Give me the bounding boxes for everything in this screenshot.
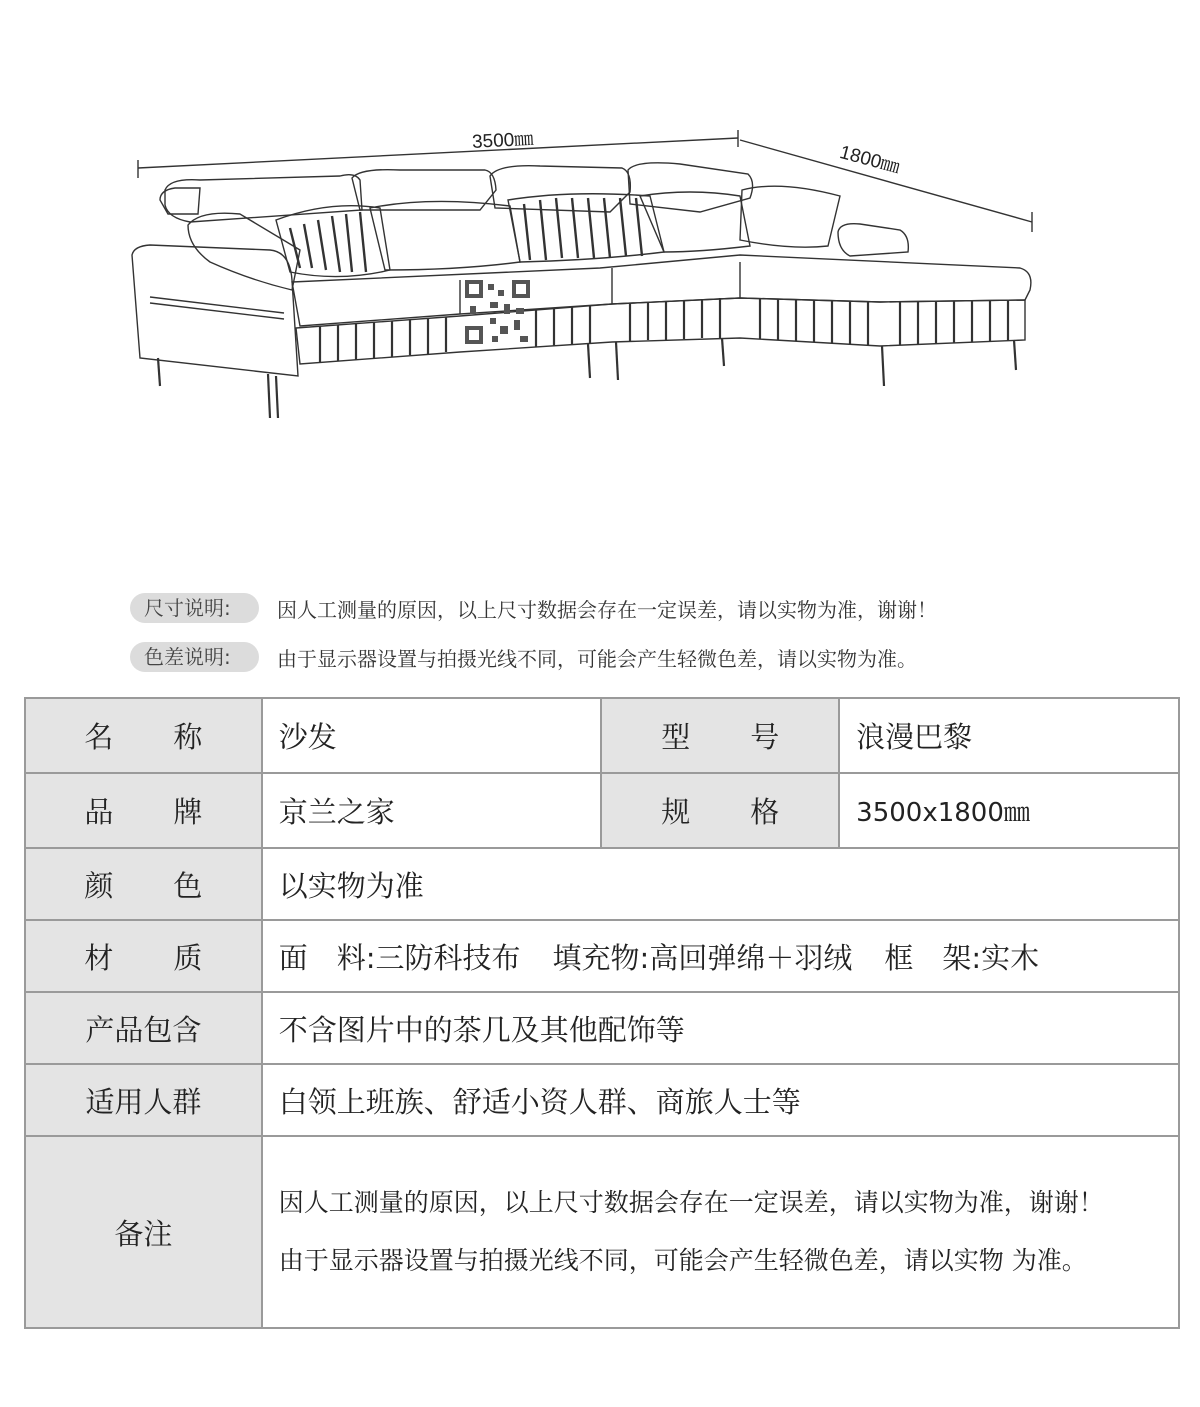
color-note	[130, 641, 1130, 673]
name-label: 名 称	[25, 698, 262, 773]
depth-label: 1800㎜	[837, 142, 902, 179]
color-label: 颜 色	[25, 848, 262, 920]
color-note-label: 色差说明:	[130, 642, 259, 672]
table-row	[25, 773, 1179, 848]
includes-label: 产品包含	[25, 992, 262, 1064]
remarks-value	[262, 1136, 1179, 1328]
color-value: 以实物为准	[262, 848, 1179, 920]
table-row	[25, 848, 1179, 920]
brand-value: 京兰之家	[262, 773, 602, 848]
brand-label: 品 牌	[25, 773, 262, 848]
size-note-label: 尺寸说明:	[130, 593, 259, 623]
depth-dimension-line	[740, 140, 1032, 222]
size-label: 规 格	[601, 773, 839, 848]
table-row	[25, 1136, 1179, 1328]
remarks-label: 备注	[25, 1136, 262, 1328]
audience-label: 适用人群	[25, 1064, 262, 1136]
table-row	[25, 698, 1179, 773]
material-fabric: 面 料: 三防科技布	[278, 940, 521, 975]
length-label: 3500㎜	[471, 128, 534, 153]
material-label: 材 质	[25, 920, 262, 992]
material-frame: 框 架: 实木	[884, 940, 1040, 975]
table-row	[25, 992, 1179, 1064]
material-value	[262, 920, 1179, 992]
size-note-text: 因人工测量的原因，以上尺寸数据会存在一定误差，请以实物为准，谢谢！	[277, 597, 937, 622]
table-row	[25, 920, 1179, 992]
remarks-line: 由于显示器设置与拍摄光线不同，可能会产生轻微色差，请以实物 为准。	[278, 1246, 1087, 1275]
color-note-text: 由于显示器设置与拍摄光线不同，可能会产生轻微色差，请以实物为准。	[277, 646, 917, 671]
remarks-line: 因人工测量的原因，以上尺寸数据会存在一定误差，请以实物为准，谢谢！	[278, 1188, 1104, 1217]
model-value: 浪漫巴黎	[839, 698, 1179, 773]
size-value: 3500x1800㎜	[839, 773, 1179, 848]
notes-section	[130, 592, 1130, 690]
material-filling: 填充物: 高回弹绵＋羽绒	[552, 940, 853, 975]
includes-value: 不含图片中的茶几及其他配饰等	[262, 992, 1179, 1064]
model-label: 型 号	[601, 698, 839, 773]
size-note	[130, 592, 1130, 624]
table-row	[25, 1064, 1179, 1136]
sofa-sketch	[0, 0, 1200, 560]
name-value: 沙发	[262, 698, 602, 773]
spec-table	[24, 697, 1180, 1329]
audience-value: 白领上班族、舒适小资人群、商旅人士等	[262, 1064, 1179, 1136]
